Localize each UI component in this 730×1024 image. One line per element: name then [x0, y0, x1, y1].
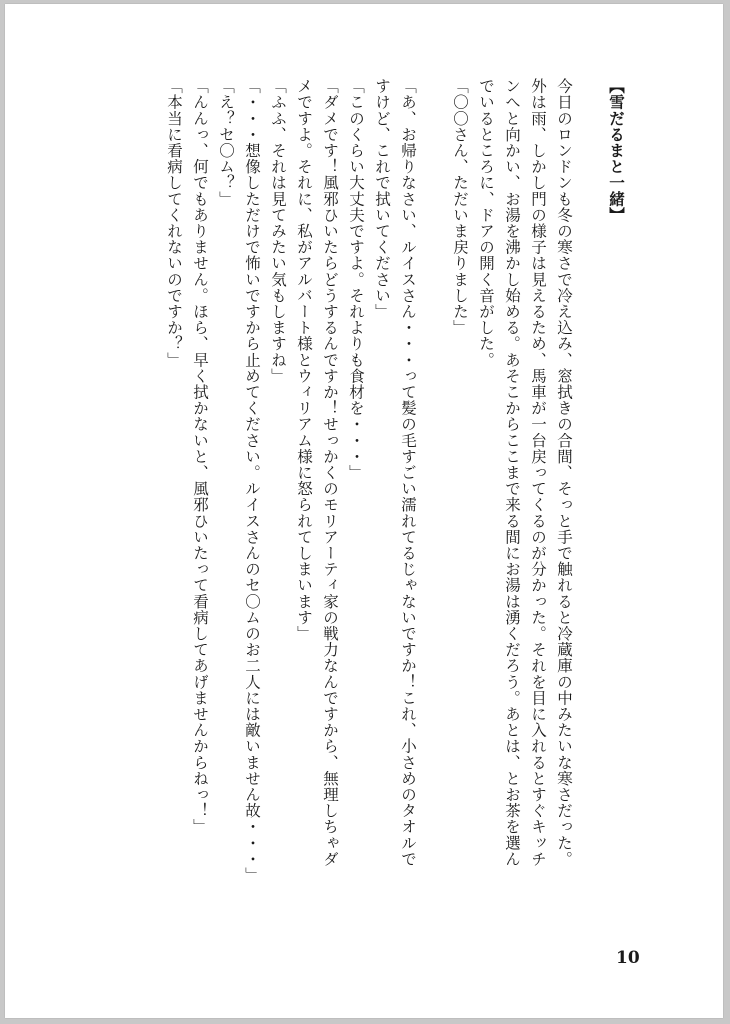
dialogue-line: 「え？セ〇ム？」: [217, 78, 235, 207]
page-number: 10: [616, 948, 640, 968]
narration-line: でいるところに、ドアの開く音がした。: [477, 78, 495, 368]
narration-line: ンへと向かい、お湯を沸かし始める。あそこからここまで来る間にお湯は湧くだろう。あとは、とお茶を選ん: [503, 78, 521, 867]
dialogue-line: 「あ、お帰りなさい、ルイスさん・・・って髪の毛すごい濡れてるじゃないですか！これ、小さめのタオルで: [399, 78, 417, 867]
chapter-title: 【雪だるまと一緒】: [607, 78, 626, 223]
dialogue-line: 「んんっ、何でもありません。ほら、早く拭かないと、風邪ひいたって看病してあげませんからねっ！」: [191, 78, 209, 835]
dialogue-line: 「〇〇さん、ただいま戻りました」: [451, 78, 469, 336]
dialogue-line: 「このくらい大丈夫ですよ。それよりも食材を・・・」: [347, 78, 365, 481]
document-page: [5, 4, 723, 1018]
narration-line: 外は雨、しかし門の様子は見えるため、馬車が一台戻ってくるのが分かった。それを目に入れるとすぐキッチ: [529, 78, 547, 867]
dialogue-line: 「・・・想像しただけで怖いですから止めてください。ルイスさんのセ〇ムのお二人には敵いません故・・・」: [243, 78, 261, 883]
dialogue-line: メですよ。それに、私がアルバート様とウィリアム様に怒られてしまいます」: [295, 78, 313, 642]
dialogue-line: すけど、これで拭いてください」: [373, 78, 391, 320]
vertical-text-body: [161, 78, 629, 908]
dialogue-line: 「本当に看病してくれないのですか？」: [165, 78, 183, 368]
narration-line: 今日のロンドンも冬の寒さで冷え込み、窓拭きの合間、そっと手で触れると冷蔵庫の中みたいな寒さだった。: [555, 78, 573, 867]
dialogue-line: 「ふふ、それは見てみたい気もしますね」: [269, 78, 287, 384]
dialogue-line: 「ダメです！風邪ひいたらどうするんですか！せっかくのモリアーティ家の戦力なんですから、無理しちゃダ: [321, 78, 339, 867]
